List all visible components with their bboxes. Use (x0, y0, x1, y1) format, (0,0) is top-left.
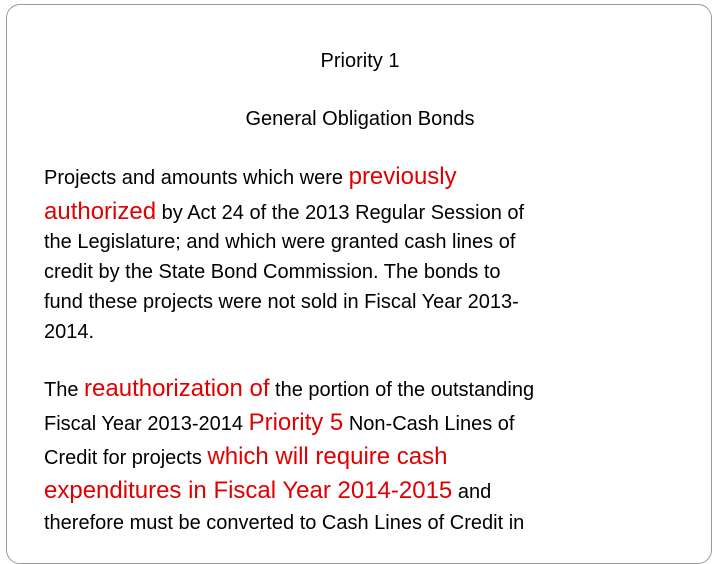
para2-line3 (44, 444, 447, 471)
para1-line5: fund these projects were not sold in Fiscal Year 2013- (44, 291, 519, 313)
para1-line6: 2014. (44, 321, 95, 343)
para2-emphasis-reauthorization: reauthorization of (84, 375, 270, 402)
para1-emphasis-previously: previously (348, 163, 457, 190)
para1-line2 (44, 199, 524, 226)
slide-title: Priority 1 (320, 50, 400, 72)
para1-line3: the Legislature; and which were granted cash lines of (44, 231, 516, 253)
para2-line4-text: and (452, 481, 492, 503)
para2-line2 (44, 410, 514, 437)
para2-line4 (44, 478, 491, 505)
para1-line1-text: Projects and amounts which were (44, 167, 349, 189)
slide-subtitle: General Obligation Bonds (245, 108, 475, 130)
para2-emphasis-require-cash: which will require cash (207, 443, 448, 470)
para2-line2-text-b: Non-Cash Lines of (343, 413, 515, 435)
para1-line4: credit by the State Bond Commission. The bonds to (44, 261, 501, 283)
para2-emphasis-priority5: Priority 5 (248, 409, 344, 436)
para1-emphasis-authorized: authorized (44, 198, 157, 225)
para2-line1 (44, 376, 534, 403)
para2-line5: therefore must be converted to Cash Lines of Credit in (44, 512, 525, 534)
para2-emphasis-expenditures: expenditures in Fiscal Year 2014-2015 (44, 477, 453, 504)
para2-line1-text-a: The (44, 379, 85, 401)
para2-line1-text-b: the portion of the outstanding (269, 379, 535, 401)
para1-line2-text: by Act 24 of the 2013 Regular Session of (156, 202, 525, 224)
para2-line3-text: Credit for projects (44, 447, 208, 469)
para1-line1 (44, 164, 457, 191)
para2-line2-text-a: Fiscal Year 2013-2014 (44, 413, 249, 435)
